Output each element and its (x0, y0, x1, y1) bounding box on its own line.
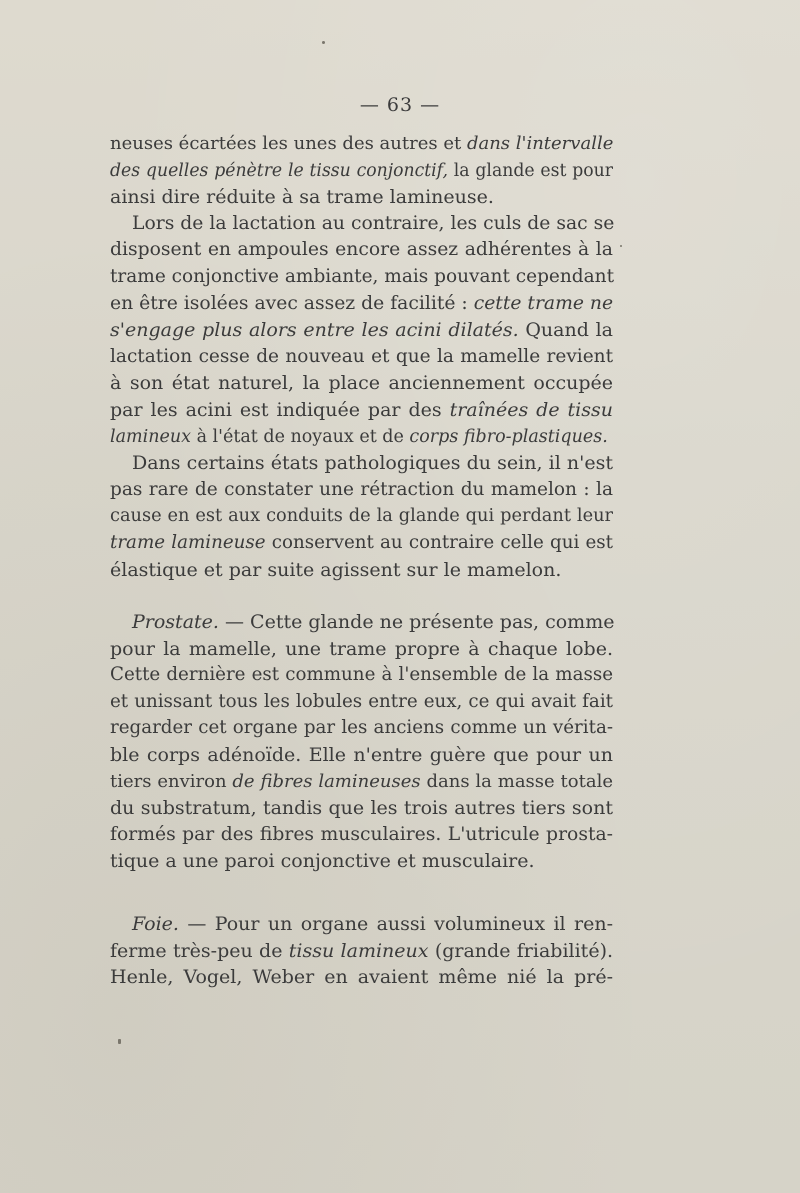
text-line: trame conjonctive ambiante, mais pouvant cependant (110, 265, 614, 287)
text-line: lactation cesse de nouveau et que la mamelle revient (110, 345, 613, 367)
text-line: Cette dernière est commune à l'ensemble de la masse (110, 664, 613, 686)
text-line: du substratum, tandis que les trois autres tiers sont (110, 797, 613, 820)
text-line: élastique et par suite agissent sur le mamelon. (110, 558, 562, 581)
page-number: — 63 — (359, 94, 441, 116)
text-line: Henle, Vogel, Weber en avaient même nié la pré- (110, 966, 613, 989)
text-line: en être isolées avec assez de facilité : cette trame ne (110, 292, 614, 314)
text-line: ferme très-peu de tissu lamineux (grande friabilité). (110, 939, 614, 962)
text-line: tique a une paroi conjonctive et musculaire. (110, 850, 535, 873)
text-line: tiers environ de fibres lamineuses dans la masse totale (110, 770, 613, 792)
text-line: pas rare de constater une rétraction du mamelon : la (110, 478, 613, 500)
text-line: Dans certains états pathologiques du sein, il n'est (132, 452, 613, 475)
paper-speck (322, 41, 325, 44)
text-line: trame lamineuse conservent au contraire celle qui est (110, 531, 613, 553)
text-line: ainsi dire réduite à sa trame lamineuse. (110, 186, 494, 209)
text-line: Foie. — Pour un organe aussi volumineux il ren- (132, 913, 613, 935)
text-line: Lors de la lactation au contraire, les culs de sac se (132, 212, 615, 234)
paper-speck (620, 245, 622, 247)
text-line: des quelles pénètre le tissu conjonctif, la glande est pour (110, 160, 613, 181)
paragraph-prostate (110, 609, 613, 875)
text-line: Prostate. — Cette glande ne présente pas, comme (132, 611, 615, 633)
text-line: lamineux à l'état de noyaux et de corps fibro-plastiques. (110, 426, 608, 447)
text-line: par les acini est indiquée par des traînées de tissu (110, 398, 613, 421)
text-line: neuses écartées les unes des autres et dans l'intervalle (110, 133, 614, 154)
text-line: pour la mamelle, une trame propre à chaque lobe. (110, 637, 613, 660)
text-line: formés par des fibres musculaires. L'utricule prosta- (110, 823, 613, 845)
text-line: s'engage plus alors entre les acini dilatés. Quand la (110, 319, 613, 342)
paper-speck (118, 1039, 121, 1044)
text-line: regarder cet organe par les anciens comme un vérita- (110, 717, 613, 739)
text-line: et unissant tous les lobules entre eux, ce qui avait fait (110, 690, 613, 712)
paragraph-foie (110, 911, 613, 991)
text-line: ble corps adénoïde. Elle n'entre guère que pour un (110, 743, 613, 766)
text-line: à son état naturel, la place anciennement occupée (110, 372, 613, 395)
paragraph-mamelle (110, 131, 613, 583)
text-line: cause en est aux conduits de la glande qui perdant leur (110, 506, 613, 527)
text-line: disposent en ampoules encore assez adhérentes à la (110, 239, 613, 261)
